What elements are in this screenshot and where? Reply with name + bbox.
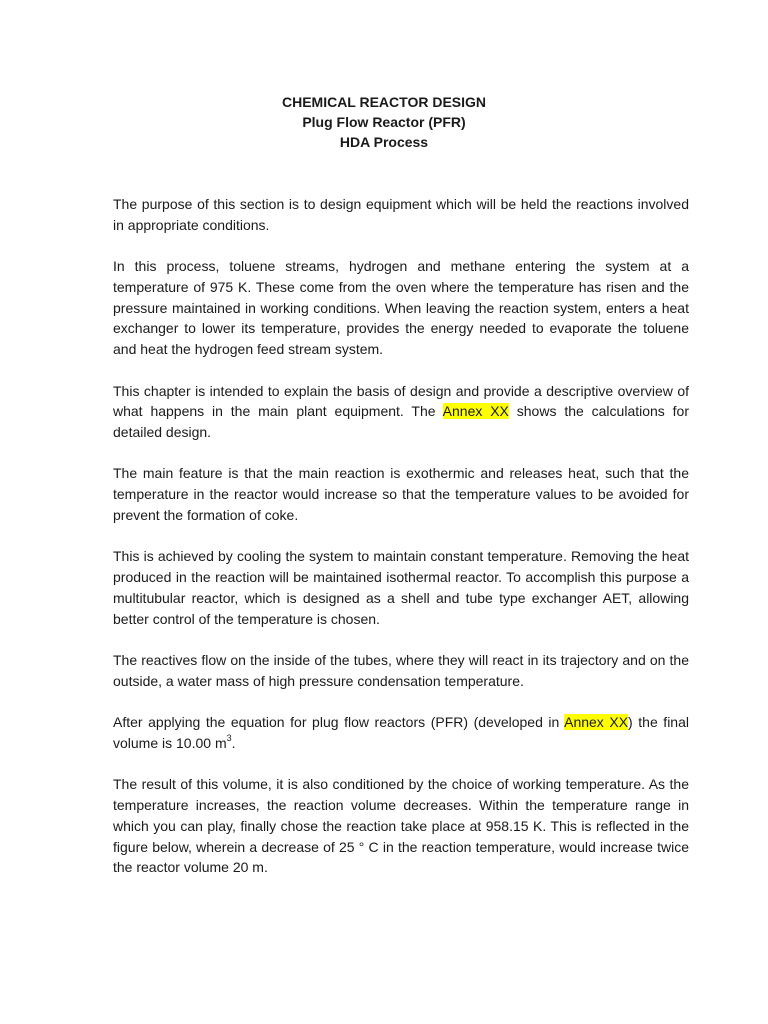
paragraph-text: . — [231, 734, 236, 751]
annex-reference-highlight: Annex XX — [442, 403, 509, 420]
document-body — [113, 194, 689, 899]
paragraph-process: In this process, toluene streams, hydrogen and methane entering the system at a temperature of 975 K. These come from the oven where the temperature has risen and the pressure maintained in working conditions. When leaving the reaction system, enters a heat exchanger to lower its temperature, provides the energy needed to evaporate the toluene and heat the hydrogen feed stream system. — [113, 258, 689, 358]
paragraph-text: This chapter is intended to explain the basis of design and provide a descriptive overview of what happens in the main plant equipment. The — [113, 382, 689, 420]
page-subtitle: Plug Flow Reactor (PFR) — [302, 114, 466, 130]
paragraph-cooling: This is achieved by cooling the system to maintain constant temperature. Removing the heat produced in the reaction will be maintained isothermal reactor. To accomplish this purpose a multitubular reactor, which is designed as a shell and tube type exchanger AET, allowing better control of the temperature is chosen. — [113, 548, 689, 627]
paragraph-reactives-flow: The reactives flow on the inside of the tubes, where they will react in its trajectory and on the outside, a water mass of high pressure condensation temperature. — [113, 652, 689, 689]
paragraph-text: shows the calculations for detailed design. — [113, 403, 690, 441]
paragraph-text: After applying the equation for plug flow reactors (PFR) (developed in — [113, 714, 565, 731]
paragraph-text: ) the final volume is 10.00 m — [113, 714, 689, 751]
paragraph-volume-temperature: The result of this volume, it is also conditioned by the choice of working temperature. As the temperature increases, the reaction volume decreases. Within the temperature range in which you can play, finally chose the reaction take place at 958.15 K. This is reflected in the figure below, wherein a decrease of 25 ° C in the reaction temperature, would increase twice the reactor volume 20 m. — [113, 776, 689, 876]
paragraph-chapter-intent — [113, 381, 689, 443]
paragraph-purpose: The purpose of this section is to design equipment which will be held the reactions involved in appropriate conditions. — [113, 196, 689, 233]
superscript-exponent: 3 — [226, 733, 232, 744]
paragraph-final-volume — [113, 712, 689, 754]
document-heading — [0, 92, 768, 152]
annex-reference-highlight: Annex XX — [564, 714, 629, 731]
page-subtitle-process: HDA Process — [339, 134, 429, 150]
page-title: CHEMICAL REACTOR DESIGN — [281, 94, 487, 110]
paragraph-main-feature: The main feature is that the main reaction is exothermic and releases heat, such that the temperature in the reactor would increase so that the temperature values to be avoided for prevent the formation of coke. — [113, 465, 689, 524]
